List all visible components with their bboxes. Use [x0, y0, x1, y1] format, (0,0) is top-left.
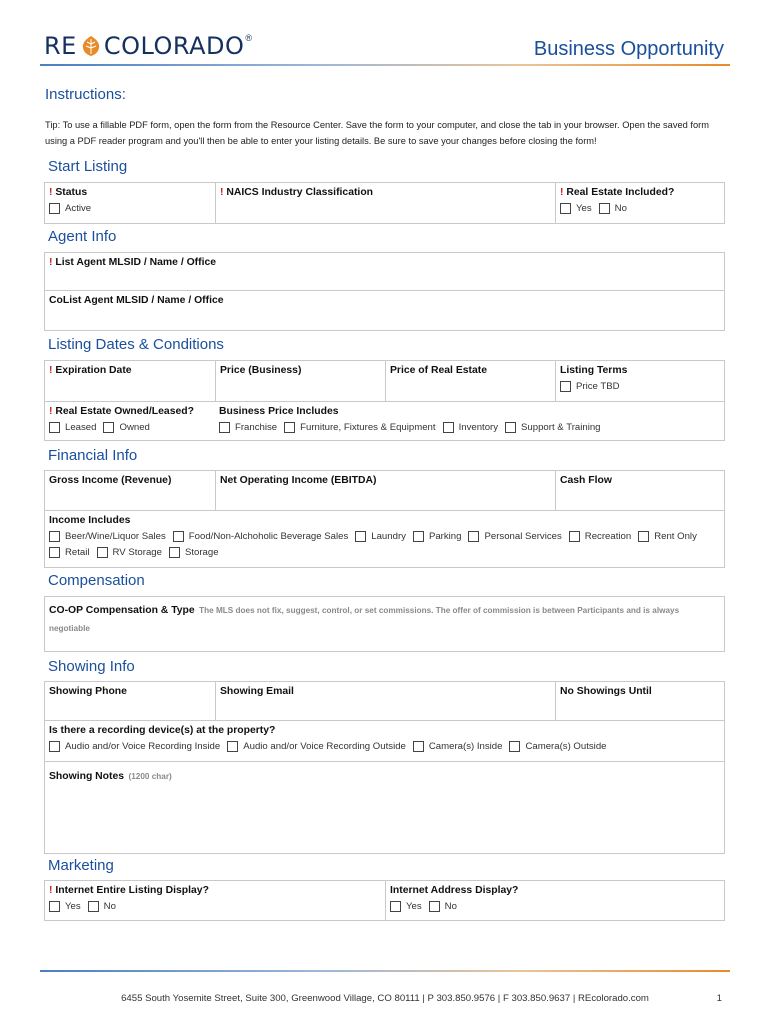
page-number: 1: [716, 993, 722, 1004]
checkbox[interactable]: [560, 381, 571, 392]
option-label: RV Storage: [112, 547, 162, 558]
checkbox[interactable]: [569, 531, 580, 542]
header-divider: [40, 64, 730, 66]
option-label: Leased: [65, 422, 97, 433]
section-showing-info-title: Showing Info: [48, 658, 135, 675]
colist-agent-row[interactable]: [45, 291, 724, 330]
checkbox[interactable]: [429, 901, 440, 912]
option-label: Support & Training: [521, 422, 601, 433]
re-included-no-option[interactable]: [599, 203, 627, 214]
real-estate-owned-field[interactable]: [45, 402, 215, 440]
income-option[interactable]: [173, 531, 348, 542]
marketing-box: [44, 880, 725, 921]
required-marker: !: [560, 187, 564, 198]
price-tbd-option[interactable]: [560, 381, 620, 392]
option-label: Audio and/or Voice Recording Outside: [243, 741, 406, 752]
support-training-option[interactable]: [505, 422, 600, 433]
gross-income-label: Gross Income (Revenue): [49, 475, 172, 486]
option-label: Furniture, Fixtures & Equipment: [300, 422, 436, 433]
checkbox[interactable]: [49, 531, 60, 542]
no-showings-until-field[interactable]: [555, 682, 725, 720]
income-option[interactable]: [413, 531, 462, 542]
cash-flow-field[interactable]: [555, 471, 725, 510]
income-option[interactable]: [569, 531, 631, 542]
price-real-estate-label: Price of Real Estate: [390, 365, 488, 376]
no-showings-until-label: No Showings Until: [560, 686, 652, 697]
recording-devices-label: Is there a recording device(s) at the property?: [49, 725, 276, 736]
cash-flow-label: Cash Flow: [560, 475, 612, 486]
option-label: Yes: [65, 901, 81, 912]
income-option[interactable]: [169, 547, 219, 558]
checkbox[interactable]: [103, 422, 114, 433]
option-label: Active: [65, 203, 92, 214]
logo-text-colorado: COLORADO: [103, 32, 245, 60]
real-estate-included-field[interactable]: [555, 183, 725, 223]
income-option[interactable]: [355, 531, 406, 542]
income-row: [45, 471, 724, 511]
franchise-option[interactable]: [219, 422, 277, 433]
aspen-leaf-icon: [80, 35, 102, 57]
real-estate-included-label: Real Estate Included?: [566, 187, 675, 198]
status-active-option[interactable]: [49, 203, 91, 214]
start-listing-box: [44, 182, 725, 224]
checkbox[interactable]: [413, 531, 424, 542]
owned-option[interactable]: [103, 422, 149, 433]
showing-phone-field[interactable]: [45, 682, 215, 720]
income-option[interactable]: [638, 531, 697, 542]
required-marker: !: [49, 187, 53, 198]
option-label: Audio and/or Voice Recording Inside: [65, 741, 221, 752]
listing-terms-label: Listing Terms: [560, 365, 628, 376]
checkbox[interactable]: [169, 547, 180, 558]
option-label: Price TBD: [576, 381, 620, 392]
logo-text-re: RE: [44, 32, 77, 60]
expiration-date-label: Expiration Date: [55, 365, 132, 376]
listing-prices-row: [45, 361, 724, 402]
recording-devices-row[interactable]: [45, 721, 724, 762]
status-label: Status: [55, 187, 88, 198]
option-label: Franchise: [235, 422, 278, 433]
option-label: Camera(s) Outside: [525, 741, 607, 752]
checkbox[interactable]: [509, 741, 520, 752]
status-field[interactable]: [45, 183, 215, 223]
checkbox[interactable]: [49, 901, 60, 912]
price-business-label: Price (Business): [220, 365, 302, 376]
income-option[interactable]: [468, 531, 561, 542]
marketing-row: [45, 881, 724, 920]
price-real-estate-field[interactable]: [385, 361, 555, 401]
income-option[interactable]: [97, 547, 162, 558]
real-estate-owned-label: Real Estate Owned/Leased?: [55, 406, 194, 417]
checkbox[interactable]: [173, 531, 184, 542]
required-marker: !: [49, 257, 53, 268]
internet-display-field[interactable]: [45, 881, 385, 920]
net-operating-income-field[interactable]: [215, 471, 555, 510]
coop-compensation-note: The MLS does not fix, suggest, control, or set commissions. The offer of commission is between Participants and is always negotiable: [49, 606, 680, 633]
compensation-box[interactable]: [44, 596, 725, 652]
list-agent-label: List Agent MLSID / Name / Office: [55, 257, 217, 268]
checkbox[interactable]: [49, 741, 60, 752]
required-marker: !: [49, 885, 53, 896]
recolorado-logo: [44, 30, 252, 62]
option-label: Camera(s) Inside: [428, 741, 503, 752]
address-display-label: Internet Address Display?: [390, 885, 519, 896]
checkbox[interactable]: [88, 901, 99, 912]
showing-notes-row[interactable]: [45, 762, 724, 853]
required-marker: !: [49, 365, 53, 376]
coop-compensation-label: CO-OP Compensation & Type: [49, 605, 195, 616]
showing-notes-hint: (1200 char): [128, 772, 172, 781]
financial-info-box: [44, 470, 725, 568]
checkbox[interactable]: [355, 531, 366, 542]
checkbox[interactable]: [413, 741, 424, 752]
checkbox[interactable]: [219, 422, 230, 433]
option-label: Yes: [576, 203, 592, 214]
recording-option[interactable]: [509, 741, 606, 752]
recording-option[interactable]: [227, 741, 406, 752]
income-option[interactable]: [49, 547, 90, 558]
instructions-tip: Tip: To use a fillable PDF form, open the form from the Resource Center. Save the form to your computer, and close the tab in your browser. Open the saved form using a PDF reader program and you'll then be able to enter your listing details. Be sure to save your changes before closing the form!: [45, 120, 710, 146]
showing-info-box: [44, 681, 725, 854]
inventory-option[interactable]: [443, 422, 498, 433]
showing-email-label: Showing Email: [220, 686, 294, 697]
showing-phone-label: Showing Phone: [49, 686, 127, 697]
address-display-no-option[interactable]: [429, 901, 457, 912]
option-label: Beer/Wine/Liquor Sales: [65, 531, 166, 542]
internet-display-yes-option[interactable]: [49, 901, 81, 912]
option-label: Laundry: [371, 531, 406, 542]
net-operating-income-label: Net Operating Income (EBITDA): [220, 475, 377, 486]
price-business-field[interactable]: [215, 361, 385, 401]
registered-mark: ®: [245, 33, 253, 43]
checkbox[interactable]: [505, 422, 516, 433]
checkbox[interactable]: [49, 203, 60, 214]
leased-option[interactable]: [49, 422, 96, 433]
checkbox[interactable]: [560, 203, 571, 214]
checkbox[interactable]: [97, 547, 108, 558]
showing-email-field[interactable]: [215, 682, 555, 720]
option-label: Retail: [65, 547, 90, 558]
footer-address: 6455 South Yosemite Street, Suite 300, Greenwood Village, CO 80111 | P 303.850.9576 | F 303.850.9637 | REcolorado.com: [121, 993, 649, 1004]
checkbox[interactable]: [390, 901, 401, 912]
option-label: Owned: [119, 422, 150, 433]
option-label: Yes: [406, 901, 422, 912]
re-included-yes-option[interactable]: [560, 203, 592, 214]
checkbox[interactable]: [227, 741, 238, 752]
recording-option[interactable]: [49, 741, 220, 752]
income-includes-row[interactable]: [45, 511, 724, 567]
expiration-date-field[interactable]: [45, 361, 215, 401]
ownership-row: [45, 402, 724, 440]
checkbox[interactable]: [49, 422, 60, 433]
listing-terms-field[interactable]: [555, 361, 725, 401]
section-marketing-title: Marketing: [48, 857, 114, 874]
address-display-field[interactable]: [385, 881, 725, 920]
showing-notes-label: Showing Notes: [49, 771, 125, 782]
address-display-yes-option[interactable]: [390, 901, 422, 912]
colist-agent-label: CoList Agent MLSID / Name / Office: [49, 295, 224, 306]
internet-display-no-option[interactable]: [88, 901, 116, 912]
option-label: Food/Non-Alchoholic Beverage Sales: [188, 531, 349, 542]
income-option[interactable]: [49, 531, 166, 542]
footer-divider: [40, 970, 730, 972]
option-label: Recreation: [584, 531, 632, 542]
checkbox[interactable]: [638, 531, 649, 542]
naics-field[interactable]: [215, 183, 555, 223]
showing-contact-row: [45, 682, 724, 721]
instructions-heading: Instructions:: [45, 86, 126, 103]
agent-info-box: [44, 252, 725, 331]
income-includes-label: Income Includes: [49, 515, 131, 526]
checkbox[interactable]: [599, 203, 610, 214]
business-price-includes-field[interactable]: [215, 402, 725, 440]
option-label: Personal Services: [484, 531, 562, 542]
option-label: Rent Only: [654, 531, 697, 542]
start-listing-row: [45, 183, 724, 223]
section-listing-dates-title: Listing Dates & Conditions: [48, 336, 224, 353]
naics-label: NAICS Industry Classification: [226, 187, 374, 198]
gross-income-field[interactable]: [45, 471, 215, 510]
internet-display-label: Internet Entire Listing Display?: [55, 885, 209, 896]
option-label: Inventory: [458, 422, 499, 433]
document-title: Business Opportunity: [533, 38, 724, 60]
required-marker: !: [220, 187, 224, 198]
option-label: No: [444, 901, 457, 912]
option-label: Storage: [184, 547, 219, 558]
business-price-includes-label: Business Price Includes: [219, 406, 339, 417]
recording-option[interactable]: [413, 741, 503, 752]
required-marker: !: [49, 406, 53, 417]
option-label: No: [103, 901, 116, 912]
listing-dates-box: [44, 360, 725, 441]
list-agent-row[interactable]: [45, 253, 724, 291]
checkbox[interactable]: [443, 422, 454, 433]
option-label: No: [614, 203, 627, 214]
section-agent-info-title: Agent Info: [48, 228, 117, 245]
section-financial-info-title: Financial Info: [48, 447, 138, 464]
section-start-listing-title: Start Listing: [48, 158, 128, 175]
section-compensation-title: Compensation: [48, 572, 145, 589]
ffe-option[interactable]: [284, 422, 435, 433]
option-label: Parking: [428, 531, 462, 542]
checkbox[interactable]: [468, 531, 479, 542]
checkbox[interactable]: [284, 422, 295, 433]
checkbox[interactable]: [49, 547, 60, 558]
